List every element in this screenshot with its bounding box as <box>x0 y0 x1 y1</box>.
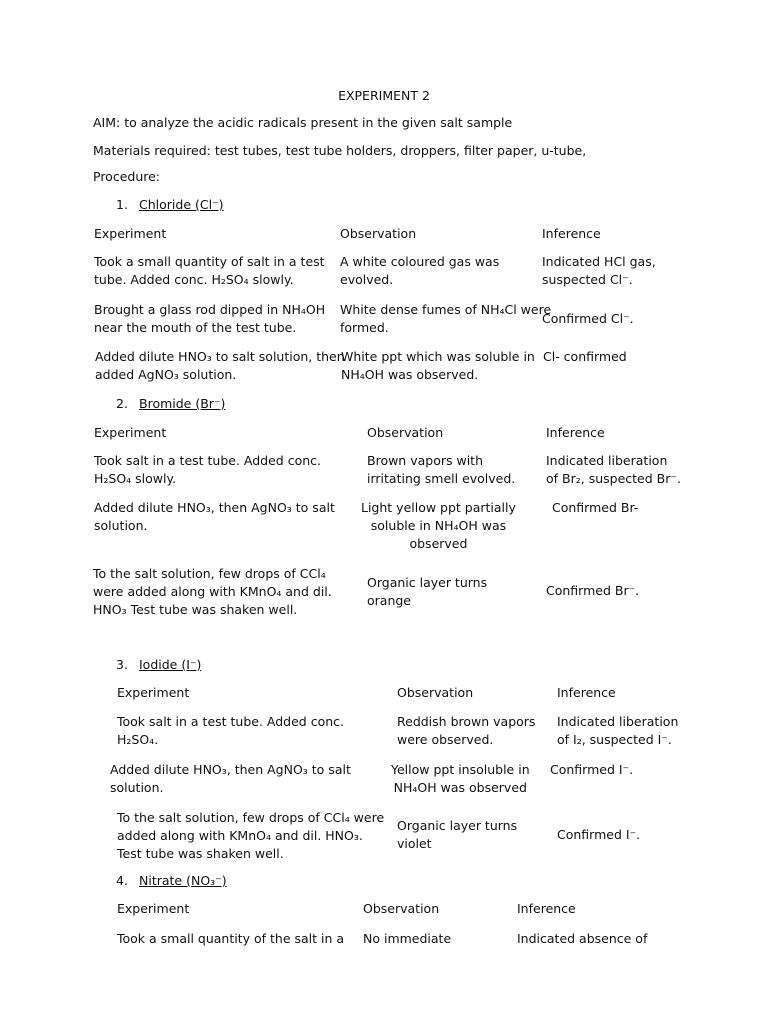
aim-line: AIM: to analyze the acidic radicals present in the given salt sample <box>93 115 513 130</box>
table-cell-inference: Confirmed I⁻. <box>557 827 641 842</box>
table-cell-observation: Light yellow ppt partially soluble in NH₄OH was observed <box>361 500 516 551</box>
column-header-observation: Observation <box>363 901 440 916</box>
table-cell-inference: Indicated liberation of I₂, suspected I⁻. <box>557 714 679 747</box>
column-header-experiment: Experiment <box>117 901 190 916</box>
table-cell-experiment: Took a small quantity of salt in a test tube. Added conc. H₂SO₄ slowly. <box>94 254 325 287</box>
table-cell-experiment: Took a small quantity of the salt in a <box>117 931 345 946</box>
table-cell-observation: Organic layer turns orange <box>367 575 488 608</box>
table-cell-observation: Yellow ppt insoluble in NH₄OH was observed <box>391 762 530 795</box>
section-number: 2. <box>116 396 128 411</box>
table-cell-observation: Reddish brown vapors were observed. <box>397 714 536 747</box>
column-header-observation: Observation <box>340 226 417 241</box>
section-number: 1. <box>116 197 128 212</box>
section-number: 4. <box>116 873 128 888</box>
column-header-observation: Observation <box>367 425 444 440</box>
table-cell-experiment: Brought a glass rod dipped in NH₄OH near the mouth of the test tube. <box>94 302 326 335</box>
materials-line: Materials required: test tubes, test tube holders, droppers, filter paper, u-tube, <box>93 143 587 158</box>
table-cell-inference: Confirmed Br⁻. <box>546 583 640 598</box>
table-cell-inference: Confirmed Br- <box>552 500 639 515</box>
table-cell-inference: Cl- confirmed <box>543 349 627 364</box>
table-cell-experiment: Took salt in a test tube. Added conc. H₂SO₄. <box>117 714 345 747</box>
table-cell-experiment: Added dilute HNO₃, then AgNO₃ to salt solution. <box>110 762 351 795</box>
table-cell-observation: White dense fumes of NH₄Cl were formed. <box>340 302 552 335</box>
table-cell-experiment: To the salt solution, few drops of CCl₄ were added along with KMnO₄ and dil. HNO₃. Test tube was shaken well. <box>117 810 385 861</box>
table-cell-inference: Indicated liberation of Br₂, suspected Br⁻. <box>546 453 681 486</box>
column-header-inference: Inference <box>557 685 616 700</box>
table-cell-inference: Confirmed Cl⁻. <box>542 311 634 326</box>
column-header-inference: Inference <box>517 901 576 916</box>
column-header-experiment: Experiment <box>94 226 167 241</box>
section-heading: Chloride (Cl⁻) <box>139 197 224 212</box>
table-cell-observation: White ppt which was soluble in NH₄OH was observed. <box>341 349 535 382</box>
column-header-inference: Inference <box>546 425 605 440</box>
table-cell-observation: A white coloured gas was evolved. <box>340 254 500 287</box>
section-number: 3. <box>116 657 128 672</box>
table-cell-observation: No immediate <box>363 931 452 946</box>
table-cell-experiment: To the salt solution, few drops of CCl₄ were added along with KMnO₄ and dil. HNO₃ Test tube was shaken well. <box>93 566 332 617</box>
column-header-inference: Inference <box>542 226 601 241</box>
table-cell-experiment: Added dilute HNO₃ to salt solution, then added AgNO₃ solution. <box>95 349 345 382</box>
column-header-experiment: Experiment <box>94 425 167 440</box>
table-cell-observation: Brown vapors with irritating smell evolved. <box>367 453 516 486</box>
column-header-experiment: Experiment <box>117 685 190 700</box>
table-cell-experiment: Took salt in a test tube. Added conc. H₂SO₄ slowly. <box>94 453 322 486</box>
table-cell-inference: Confirmed I⁻. <box>550 762 634 777</box>
table-cell-experiment: Added dilute HNO₃, then AgNO₃ to salt solution. <box>94 500 335 533</box>
table-cell-observation: Organic layer turns violet <box>397 818 518 851</box>
table-cell-inference: Indicated absence of <box>517 931 648 946</box>
section-heading: Nitrate (NO₃⁻) <box>139 873 227 888</box>
section-heading: Bromide (Br⁻) <box>139 396 226 411</box>
section-heading: Iodide (I⁻) <box>139 657 202 672</box>
procedure-label: Procedure: <box>93 169 161 184</box>
page-title: EXPERIMENT 2 <box>338 88 430 103</box>
table-cell-inference: Indicated HCl gas, suspected Cl⁻. <box>542 254 656 287</box>
column-header-observation: Observation <box>397 685 474 700</box>
